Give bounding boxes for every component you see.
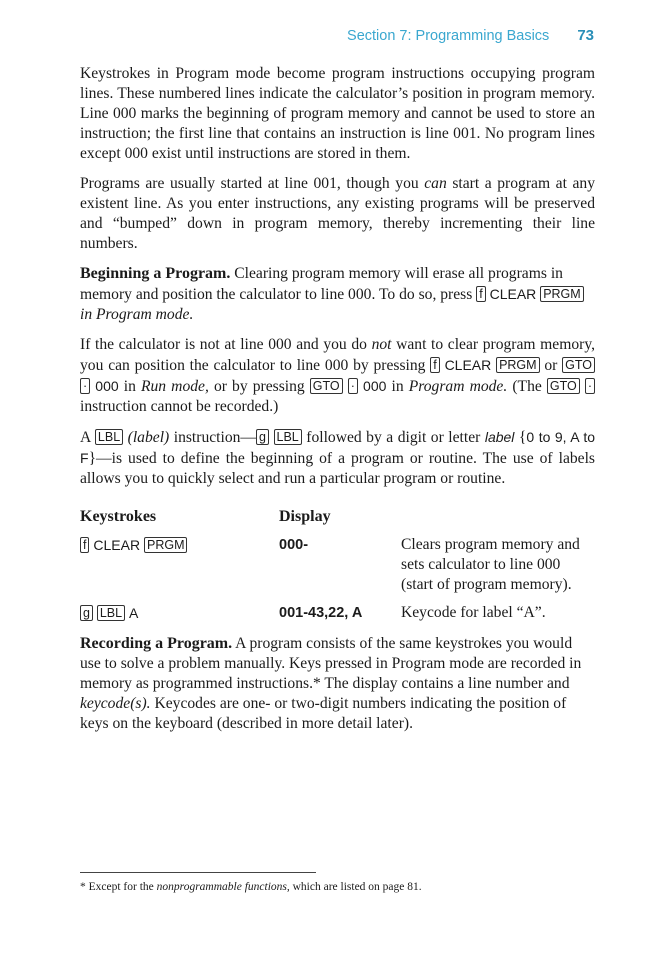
f-key: f	[476, 286, 485, 302]
gto-key: GTO	[562, 357, 595, 373]
section-title: Section 7: Programming Basics	[347, 28, 550, 44]
page-number: 73	[577, 27, 594, 44]
decimal-key: ·	[585, 378, 595, 394]
gto-key: GTO	[310, 378, 343, 394]
row-description: Keycode for label “A”.	[401, 604, 546, 621]
paragraph-starting-lines: Programs are usually started at line 001, though you can start a program at any existent line. As you enter instructions, any existing programs will be preserved and “bumped” down in program memory, thereby incrementing their line numbers.	[80, 175, 595, 252]
prgm-key: PRGM	[540, 286, 584, 302]
keystroke-table	[80, 507, 595, 624]
decimal-key: ·	[80, 378, 90, 394]
row-description: Clears program memory and sets calculator to line 000 (start of program memory).	[401, 536, 580, 593]
page-body: Keystrokes in Program mode become program instructions occupying program lines. These numbered lines indicate the calculator’s position in program memory. Line 000 marks the beginning of program memory and cannot be used to store an instruction; the first line that contains an instruction is line 001. No program lines except 000 exist until instructions are stored in them. Programs are usually started at line 001, though you can start a program at any existent line. As you enter instructions, any existing programs will be preserved and “bumped” down in program memory, thereby incrementing their line numbers. Beginning a Program. Clearing program memory will erase all programs in memory and position the calculator to line 000. To do so, press f CLEAR PRGM in Program mode. If the calculator is not at line 000 and you do not want to clear program memory, you can position the calculator to line 000 by pressing f CLEAR PRGM or GTO · 000 in Run mode, or by pressing GTO · 000 in Program mode. (The GTO · instruction cannot be recorded.) A LBL (label) instruction— g LBL followed by a digit or letter label {0 to 9, A to F}—is used to define the beginning of a program or routine. The use of labels allows you to quickly select and run a particular program or routine. Keystrokes Display f CLEAR PRGM 000- Clears program memory and sets calculator to line 000 (start of program memory). g LBL A 001-43,22, A Keycode for label “A”. Recording a Program. A program consists of the same keystrokes you would use to solve a problem manually. Keys pressed in Program mode are recorded in memory as programmed instructions.* The display contains a line number and keycode(s). Keycodes are one- or two-digit numbers indicating the position of keys on the keyboard (described in more detail later).	[80, 65, 595, 732]
lbl-key: LBL	[274, 429, 302, 445]
lbl-key: LBL	[97, 605, 125, 621]
paragraph-labels: A LBL (label) instruction— g LBL followed by a digit or letter label {0 to 9, A to F}—is used to define the beginning of a program or routine. The use of labels allows you to quickly select and run a particular program or routine.	[80, 429, 595, 487]
display-value: 001-43,22, A	[279, 605, 363, 621]
f-key: f	[430, 357, 439, 373]
g-key: g	[256, 429, 269, 445]
footnote: * Except for the nonprogrammable functions, which are listed on page 81.	[80, 881, 422, 893]
running-header	[347, 27, 594, 44]
footnote-divider	[80, 872, 316, 873]
prgm-key: PRGM	[144, 537, 188, 553]
display-value: 000-	[279, 537, 309, 553]
paragraph-program-lines: Keystrokes in Program mode become program instructions occupying program lines. These numbered lines indicate the calculator’s position in program memory. Line 000 marks the beginning of program memory and cannot be used to store an instruction; the first line that contains an instruction is line 001. No program lines except 000 exist until instructions are stored in them.	[80, 65, 595, 162]
table-row: g LBL A 001-43,22, A Keycode for label “A”.	[80, 603, 595, 624]
decimal-key: ·	[348, 378, 358, 394]
lbl-key: LBL	[95, 429, 123, 445]
prgm-key: PRGM	[496, 357, 540, 373]
f-key: f	[80, 537, 89, 553]
table-header: Keystrokes Display	[80, 508, 331, 525]
gto-key: GTO	[547, 378, 580, 394]
g-key: g	[80, 605, 93, 621]
section-heading-recording: Recording a Program.	[80, 635, 233, 652]
paragraph-position-line-000: If the calculator is not at line 000 and you do not want to clear program memory, you can position the calculator to line 000 by pressing f CLEAR PRGM or GTO · 000 in Run mode, or by pressing GTO · 000 in Program mode. (The GTO · instruction cannot be recorded.)	[80, 336, 595, 415]
section-heading-beginning: Beginning a Program.	[80, 265, 231, 282]
table-row: f CLEAR PRGM 000- Clears program memory and sets calculator to line 000 (start of program memory).	[80, 535, 595, 595]
